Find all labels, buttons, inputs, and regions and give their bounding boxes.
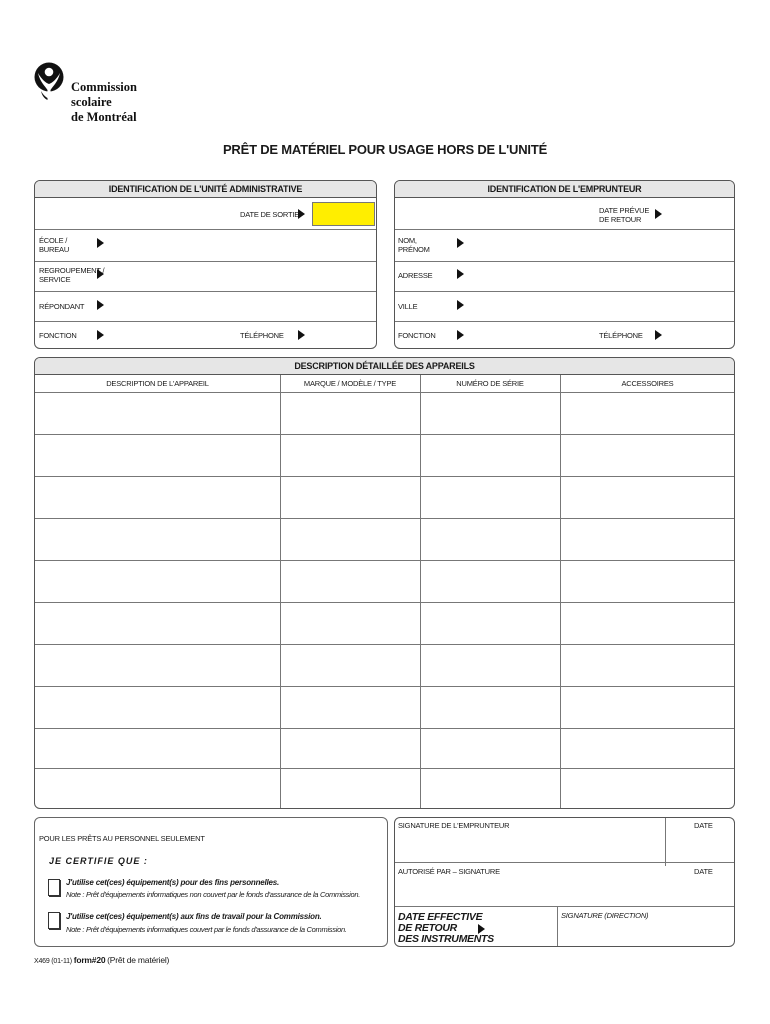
date1-label: DATE [694, 821, 713, 830]
certify-label: JE CERTIFIE QUE : [49, 856, 148, 866]
telephone-arrow-icon [298, 330, 305, 340]
borrower-telephone-field[interactable] [667, 323, 730, 347]
ecole-arrow-icon [97, 238, 104, 248]
date-sortie-field[interactable] [312, 202, 375, 226]
commission-logo-icon [34, 60, 66, 114]
org-line-1: Commission [71, 80, 137, 94]
org-line-3: de Montréal [71, 110, 137, 124]
borrower-fonction-field[interactable] [467, 323, 587, 347]
col-numero-serie: NUMÉRO DE SÉRIE [456, 379, 524, 388]
org-line-2: scolaire [71, 95, 112, 109]
nom-field[interactable] [467, 231, 730, 259]
col-accessoires: ACCESSOIRES [621, 379, 674, 388]
borrower-panel [394, 180, 735, 349]
col-description: DESCRIPTION DE L'APPAREIL [106, 379, 209, 388]
date-prevue-label [599, 206, 649, 224]
date-effective-arrow-icon [478, 924, 485, 934]
date-effective-line3: DES INSTRUMENTS [398, 933, 494, 945]
option-work: J'utilise cet(ces) équipement(s) aux fins de travail pour la Commission. [66, 912, 322, 921]
table-row[interactable] [35, 434, 734, 435]
table-row[interactable] [35, 602, 734, 603]
devices-table-header: DESCRIPTION DÉTAILLÉE DES APPAREILS [35, 358, 734, 375]
table-row[interactable] [35, 768, 734, 769]
footer-form: form#20 [73, 955, 106, 965]
signature-emprunteur-label: SIGNATURE DE L'EMPRUNTEUR [398, 821, 510, 830]
personal-heading: POUR LES PRÊTS AU PERSONNEL SEULEMENT [39, 834, 205, 843]
date-prevue-arrow-icon [655, 209, 662, 219]
nom-arrow-icon [457, 238, 464, 248]
page-title: PRÊT DE MATÉRIEL POUR USAGE HORS DE L'UNITÉ [222, 142, 548, 157]
fonction-field[interactable] [107, 323, 227, 347]
table-row[interactable] [35, 686, 734, 687]
nom-label [398, 236, 430, 254]
admin-panel-header: IDENTIFICATION DE L'UNITÉ ADMINISTRATIVE [35, 181, 376, 198]
regroupement-field[interactable] [107, 263, 372, 289]
date1-field[interactable] [666, 818, 734, 862]
regroupement-label-line1: REGROUPEMENT / [39, 266, 105, 275]
ecole-label [39, 236, 69, 254]
autorise-signature-field[interactable] [395, 863, 665, 907]
borrower-fonction-label: FONCTION [398, 331, 436, 340]
ville-label: VILLE [398, 302, 418, 311]
footer-code: X469 (01-11) [34, 958, 72, 965]
fonction-arrow-icon [97, 330, 104, 340]
regroupement-arrow-icon [97, 269, 104, 279]
personal-loan-box [34, 817, 388, 947]
work-use-checkbox[interactable] [48, 912, 60, 929]
adresse-arrow-icon [457, 269, 464, 279]
signature-box [394, 817, 735, 947]
signature-direction-field[interactable] [558, 907, 734, 946]
autorise-label: AUTORISÉ PAR – SIGNATURE [398, 867, 500, 876]
date-sortie-label: DATE DE SORTIE [240, 210, 300, 219]
personal-use-checkbox[interactable] [48, 879, 60, 896]
date-prevue-line1: DATE PRÉVUE [599, 206, 650, 215]
col-marque: MARQUE / MODÈLE / TYPE [303, 379, 397, 388]
date-effective-field[interactable] [489, 907, 557, 946]
date2-field[interactable] [666, 863, 734, 907]
fonction-label: FONCTION [39, 331, 77, 340]
repondant-field[interactable] [107, 293, 372, 319]
ville-field[interactable] [467, 293, 730, 319]
regroupement-label [39, 266, 104, 284]
ville-arrow-icon [457, 300, 464, 310]
ecole-label-line2: BUREAU [39, 245, 70, 254]
table-row[interactable] [35, 476, 734, 477]
borrower-telephone-arrow-icon [655, 330, 662, 340]
date-sortie-arrow-icon [298, 209, 305, 219]
date-prevue-line2: DE RETOUR [599, 215, 642, 224]
telephone-field[interactable] [309, 323, 372, 347]
footer-form-name: (Prêt de matériel) [107, 955, 170, 965]
borrower-fonction-arrow-icon [457, 330, 464, 340]
table-row[interactable] [35, 728, 734, 729]
ecole-label-line1: ÉCOLE / [39, 236, 68, 245]
option-personal: J'utilise cet(ces) équipement(s) pour des fins personnelles. [66, 878, 280, 887]
nom-label-line2: PRÉNOM [398, 245, 430, 254]
date-effective-line2: DE RETOUR [398, 922, 457, 934]
repondant-label: RÉPONDANT [39, 302, 85, 311]
table-row[interactable] [35, 518, 734, 519]
nom-label-line1: NOM, [398, 236, 417, 245]
devices-table [34, 357, 735, 809]
form-footer [34, 955, 169, 965]
table-row[interactable] [35, 560, 734, 561]
note-personal: Note : Prêt d'équipements informatiques non couvert par le fonds d'assurance de la Commission. [66, 890, 361, 899]
date2-label: DATE [694, 867, 713, 876]
regroupement-label-line2: SERVICE [39, 275, 71, 284]
adresse-field[interactable] [467, 263, 730, 289]
note-work: Note : Prêt d'équipements informatiques couvert par le fonds d'assurance de la Commission. [66, 925, 347, 934]
date-prevue-field[interactable] [667, 201, 730, 227]
repondant-arrow-icon [97, 300, 104, 310]
signature-emprunteur-field[interactable] [395, 818, 665, 862]
borrower-telephone-label: TÉLÉPHONE [599, 331, 643, 340]
signature-direction-label: SIGNATURE (DIRECTION) [561, 911, 649, 920]
ecole-field[interactable] [107, 231, 372, 259]
date-effective-line1: DATE EFFECTIVE [398, 911, 483, 923]
organization-name [71, 80, 137, 125]
table-row[interactable] [35, 644, 734, 645]
adresse-label: ADRESSE [398, 271, 433, 280]
admin-unit-panel [34, 180, 377, 349]
telephone-label: TÉLÉPHONE [240, 331, 284, 340]
borrower-panel-header: IDENTIFICATION DE L'EMPRUNTEUR [395, 181, 734, 198]
